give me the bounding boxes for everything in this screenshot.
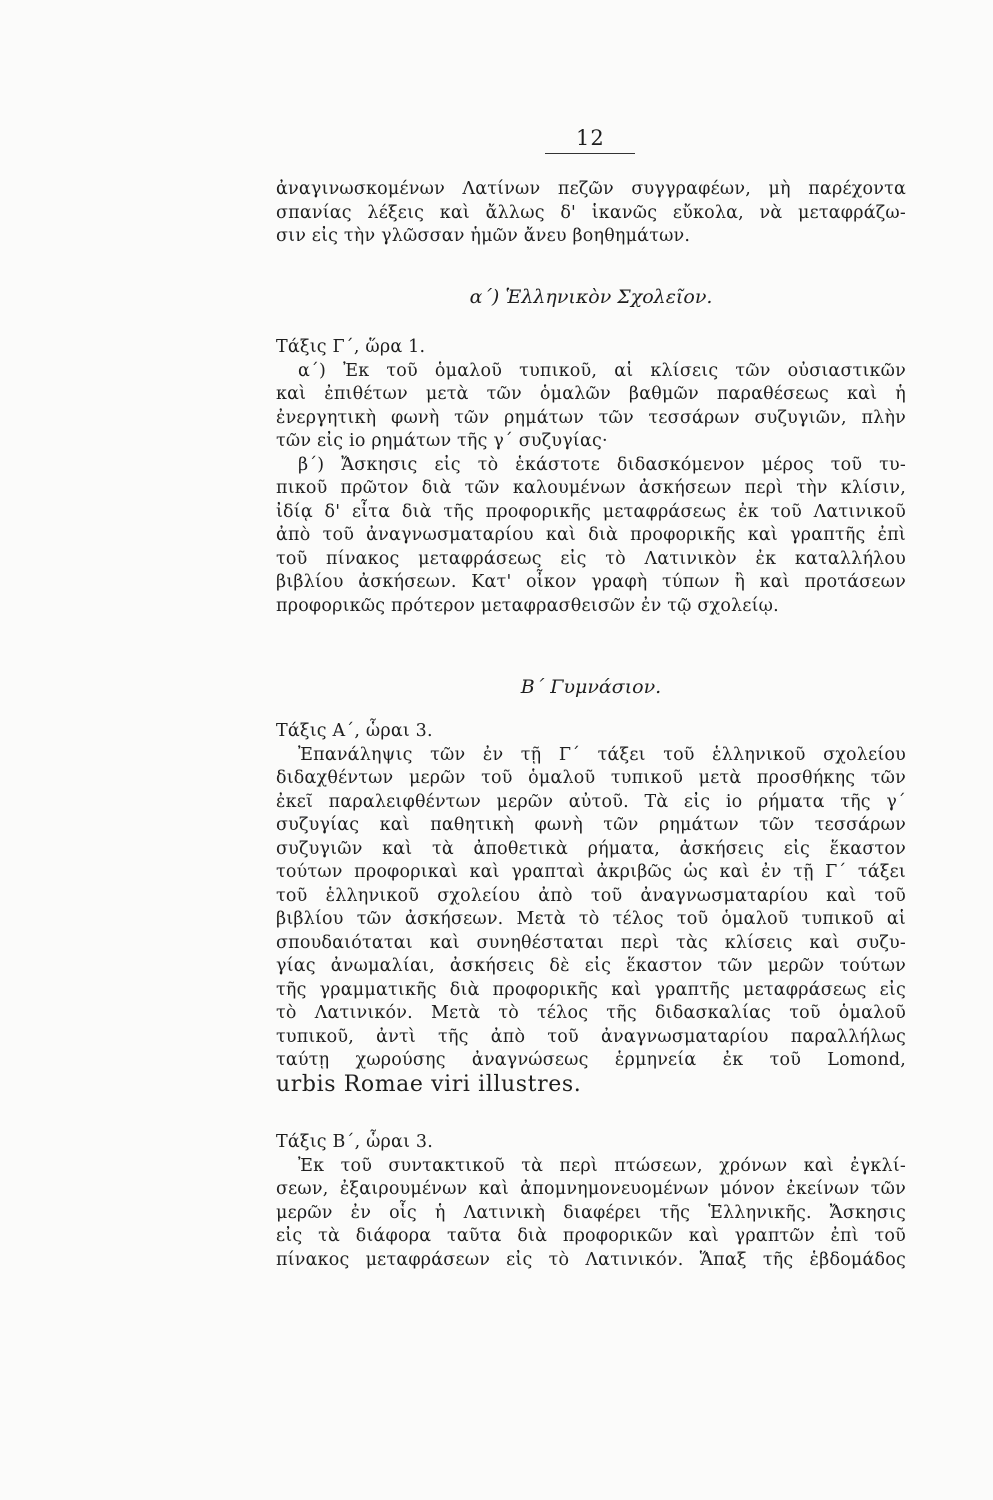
text-line: μερῶν ἐν οἷς ἡ Λατινικὴ διαφέρει τῆς Ἑλληνικῆς. Ἄσκησις (276, 1202, 906, 1223)
class-a-section (276, 720, 906, 1096)
text-line: προφορικῶς πρότερον μεταφρασθεισῶν ἐν τῷ σχολείῳ. (276, 595, 779, 616)
text-line: ἐνεργητικὴ φωνὴ τῶν ρημάτων τῶν τεσσάρων συζυγιῶν, πλὴν (276, 407, 906, 428)
text-line: Ἐπανάληψις τῶν ἐν τῇ Γ΄ τάξει τοῦ ἑλληνικοῦ σχολείου (298, 744, 906, 765)
class-heading: Τάξις Α΄, ὧραι 3. (276, 721, 433, 741)
text-line: τὸ Λατινικόν. Μετὰ τὸ τέλος τῆς διδασκαλίας τοῦ ὁμαλοῦ (276, 1003, 906, 1023)
text-line: τούτων προφορικαὶ καὶ γραπταὶ ἀκριβῶς ὡς καὶ ἐν τῇ Γ΄ τάξει (276, 862, 906, 882)
text-line: σιν εἰς τὴν γλῶσσαν ἡμῶν ἄνευ βοηθημάτων. (276, 226, 691, 246)
section-heading-gymnasium: Β΄ Γυμνάσιον. (520, 676, 662, 698)
text-line: ἀναγινωσκομένων Λατίνων πεζῶν συγγραφέων, μὴ παρέχοντα (276, 179, 906, 199)
text-line: ἐκεῖ παραλειφθέντων μερῶν αὐτοῦ. Τὰ εἰς io ρήματα τῆς γ΄ (276, 791, 906, 812)
text-line: πίνακος μεταφράσεων εἰς τὸ Λατινικόν. Ἅπαξ τῆς ἑβδομάδος (276, 1249, 906, 1270)
text-line-latin: urbis Romae viri illustres. (276, 1071, 582, 1097)
page-number-rule (545, 153, 635, 154)
page-number: 12 (576, 126, 605, 150)
text-line: τῆς γραμματικῆς διὰ προφορικῆς καὶ γραπτῆς μεταφράσεως εἰς (276, 979, 906, 1000)
text-line: βιβλίου ἀσκήσεων. Κατ' οἶκον γραφὴ τύπων ἢ καὶ προτάσεων (276, 572, 906, 592)
text-line: ἀπὸ τοῦ ἀναγνωσματαρίου καὶ διὰ προφορικῆς καὶ γραπτῆς ἐπὶ (276, 525, 906, 545)
text-line: συζυγίας καὶ παθητικὴ φωνὴ τῶν ρημάτων τῶν τεσσάρων (276, 815, 906, 835)
class-g-section (276, 336, 906, 618)
text-line: β΄) Ἄσκησις εἰς τὸ ἑκάστοτε διδασκόμενον μέρος τοῦ τυ- (298, 454, 906, 475)
text-line: πικοῦ πρῶτον διὰ τῶν καλουμένων ἀσκήσεων περὶ τὴν κλίσιν, (276, 478, 906, 498)
class-heading: Τάξις Γ΄, ὥρα 1. (276, 337, 426, 357)
text-line: σπανίας λέξεις καὶ ἄλλως δ' ἱκανῶς εὔκολα, νὰ μεταφράζω- (276, 202, 906, 223)
text-line: Ἐκ τοῦ συντακτικοῦ τὰ περὶ πτώσεων, χρόνων καὶ ἐγκλί- (298, 1155, 906, 1176)
text-line: σπουδαιόταται καὶ συνηθέσταται περὶ τὰς κλίσεις καὶ συζυ- (276, 932, 906, 953)
text-line: τοῦ ἑλληνικοῦ σχολείου ἀπὸ τοῦ ἀναγνωσματαρίου καὶ τοῦ (276, 885, 906, 906)
text-line: ταύτῃ χωρούσης ἀναγνώσεως ἑρμηνεία ἐκ τοῦ Lomond, (276, 1050, 906, 1070)
text-line: α΄) Ἐκ τοῦ ὁμαλοῦ τυπικοῦ, αἱ κλίσεις τῶν οὐσιαστικῶν (298, 360, 906, 381)
text-line: ἰδίᾳ δ' εἶτα διὰ τῆς προφορικῆς μεταφράσεως ἐκ τοῦ Λατινικοῦ (276, 501, 906, 522)
text-line: συζυγιῶν καὶ τὰ ἀποθετικὰ ρήματα, ἀσκήσεις εἰς ἕκαστον (276, 838, 906, 859)
text-line: εἰς τὰ διάφορα ταῦτα διὰ προφορικῶν καὶ γραπτῶν ἐπὶ τοῦ (276, 1226, 906, 1246)
text-line: σεων, ἐξαιρουμένων καὶ ἀπομνημονευομένων μόνον ἐκείνων τῶν (276, 1179, 906, 1199)
section-heading-hellenic-school: α΄) Ἑλληνικὸν Σχολεῖον. (469, 286, 713, 308)
text-line: διδαχθέντων μερῶν τοῦ ὁμαλοῦ τυπικοῦ μετὰ προσθήκης τῶν (276, 768, 906, 788)
class-b-section (276, 1131, 906, 1272)
text-line: τοῦ πίνακος μεταφράσεως εἰς τὸ Λατινικὸν ἐκ καταλλήλου (276, 548, 906, 569)
text-line: γίας ἀνωμαλίαι, ἀσκήσεις δὲ εἰς ἕκαστον τῶν μερῶν τούτων (276, 956, 906, 976)
intro-paragraph (276, 178, 906, 249)
text-line: καὶ ἐπιθέτων μετὰ τῶν ὁμαλῶν βαθμῶν παραθέσεως καὶ ἡ (276, 384, 906, 404)
text-line: τυπικοῦ, ἀντὶ τῆς ἀπὸ τοῦ ἀναγνωσματαρίου παραλλήλως (276, 1026, 906, 1047)
text-line: τῶν εἰς io ρημάτων τῆς γ΄ συζυγίας· (276, 431, 608, 451)
text-line: βιβλίου τῶν ἀσκήσεων. Μετὰ τὸ τέλος τοῦ ὁμαλοῦ τυπικοῦ αἱ (276, 909, 906, 929)
class-heading: Τάξις Β΄, ὧραι 3. (276, 1132, 433, 1152)
